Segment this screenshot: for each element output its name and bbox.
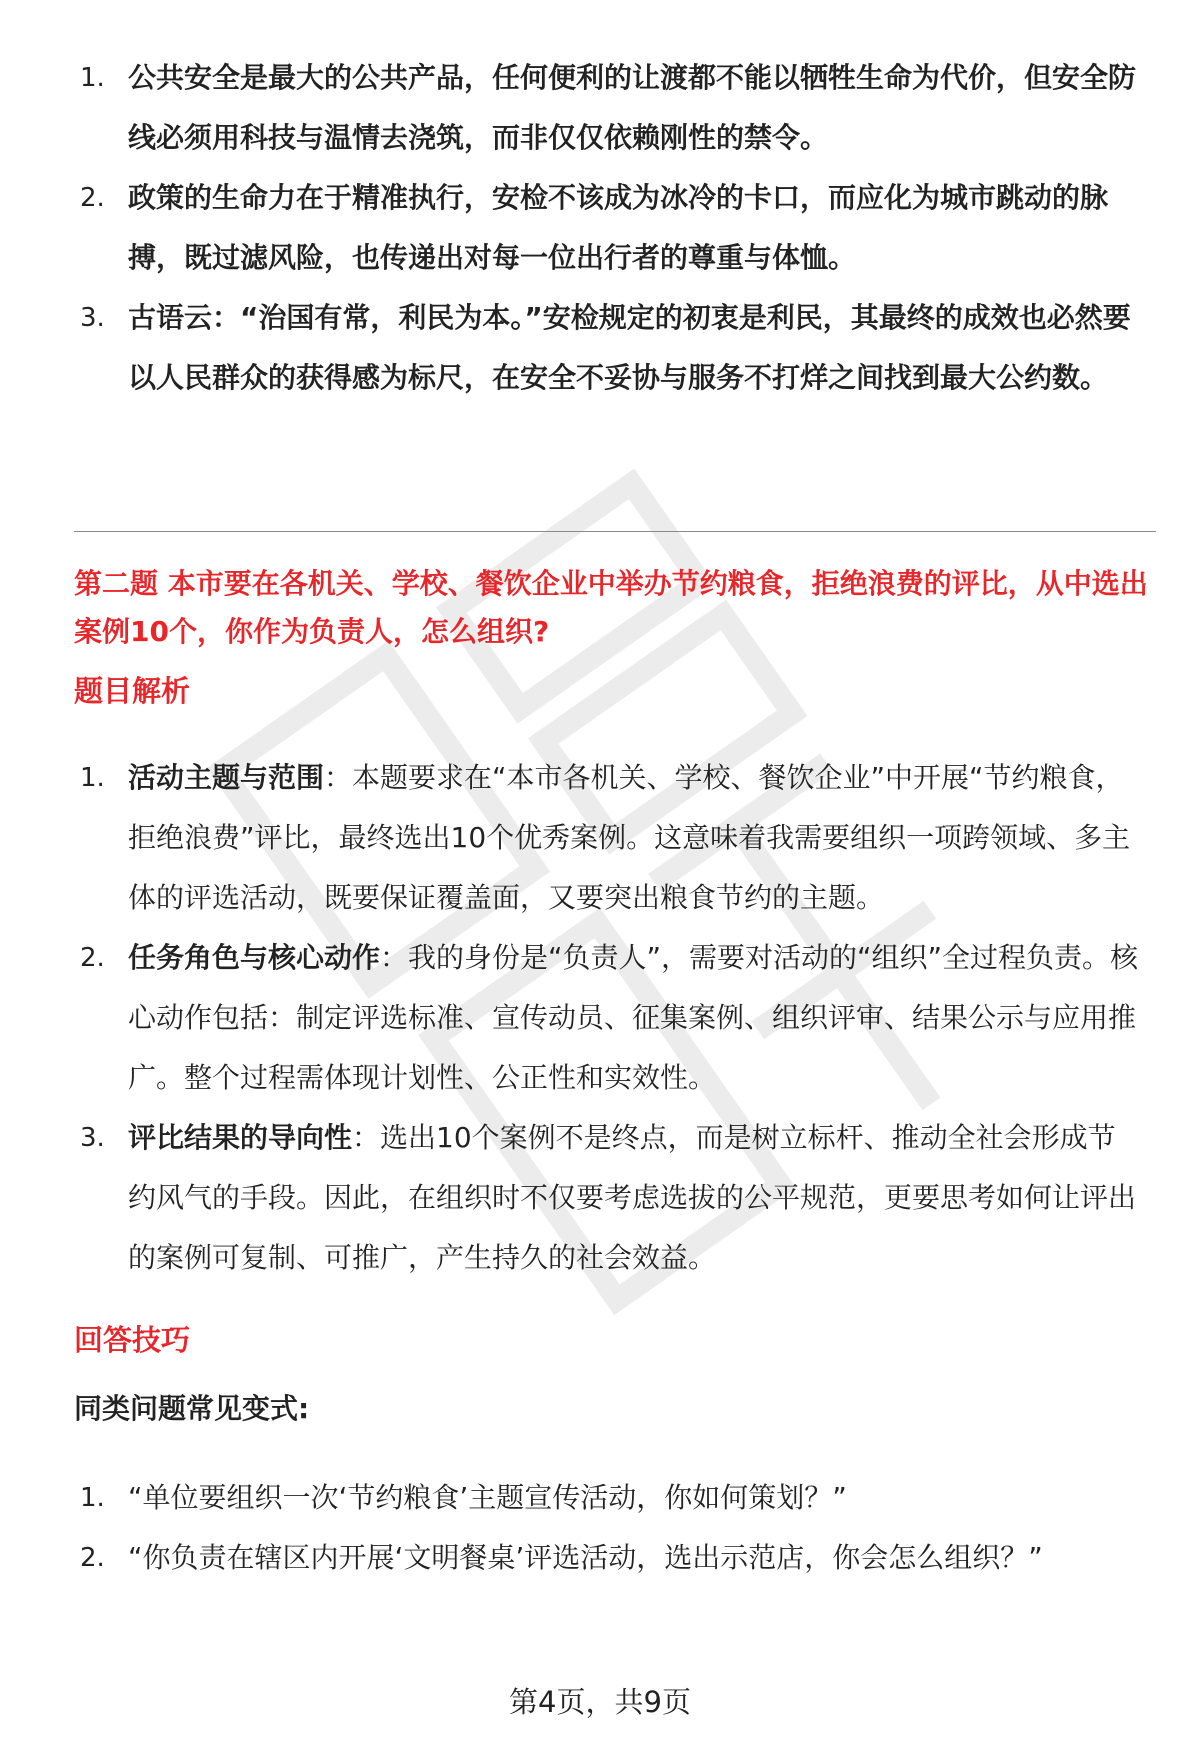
page-footer: 第4页，共9页 <box>509 1685 691 1719</box>
list-term: 任务角色与核心动作 <box>128 941 381 974</box>
list-text: “单位要组织一次‘节约粮食’主题宣传活动，你如何策划？” <box>128 1481 847 1514</box>
list-text: 公共安全是最大的公共产品，任何便利的让渡都不能以牺牲生命为代价，但安全防线必须用科技与温情去浇筑，而非仅仅依赖刚性的禁令。 <box>128 61 1137 154</box>
list-item <box>0 1528 1200 1588</box>
list-number: 2. <box>80 183 105 213</box>
list-term: 活动主题与范围 <box>128 761 325 794</box>
list-number: 1. <box>80 763 105 793</box>
list-body: ：选出10个案例不是终点，而是树立标杆、推动全社会形成节约风气的手段。因此，在组织时不仅要考虑选拔的公平规范，更要思考如何让评出的案例可复制、可推广，产生持久的社会效益。 <box>128 1121 1137 1274</box>
list-item <box>0 1108 1200 1288</box>
list-body: ：我的身份是“负责人”，需要对活动的“组织”全过程负责。核心动作包括：制定评选标准、宣传动员、征集案例、组织评审、结果公示与应用推广。整个过程需体现计划性、公正性和实效性。 <box>128 941 1139 1094</box>
list-body: ：本题要求在“本市各机关、学校、餐饮企业”中开展“节约粮食，拒绝浪费”评比，最终选出10个优秀案例。这意味着我需要组织一项跨领域、多主体的评选活动，既要保证覆盖面，又要突出粮食节约的主题。 <box>128 761 1131 914</box>
variants-heading: 同类问题常见变式: <box>74 1392 310 1425</box>
list-number: 3. <box>80 303 105 333</box>
list-number: 3. <box>80 1123 105 1153</box>
analysis-list <box>0 748 1200 1288</box>
list-item <box>0 168 1200 288</box>
list-item <box>0 288 1200 408</box>
analysis-heading: 题目解析 <box>74 674 191 708</box>
list-item <box>0 748 1200 928</box>
list-text <box>128 748 1140 928</box>
question-title: 第二题 本市要在各机关、学校、餐饮企业中举办节约粮食，拒绝浪费的评比，从中选出案例10个，你作为负责人，怎么组织? <box>74 567 1148 648</box>
list-number: 1. <box>80 63 105 93</box>
list-item <box>0 1468 1200 1528</box>
list-number: 1. <box>80 1483 105 1513</box>
list-item <box>0 48 1200 168</box>
top-conclusion-list <box>0 48 1200 408</box>
list-text: 政策的生命力在于精准执行，安检不该成为冰冷的卡口，而应化为城市跳动的脉搏，既过滤风险，也传递出对每一位出行者的尊重与体恤。 <box>128 181 1109 274</box>
list-number: 2. <box>80 1543 105 1573</box>
list-term: 评比结果的导向性 <box>128 1121 353 1154</box>
section-divider <box>74 531 1156 532</box>
list-number: 2. <box>80 943 105 973</box>
list-text: “你负责在辖区内开展‘文明餐桌’评选活动，选出示范店，你会怎么组织？” <box>128 1541 1043 1574</box>
list-text: 古语云：“治国有常，利民为本。”安检规定的初衷是利民，其最终的成效也必然要以人民群众的获得感为标尺，在安全不妥协与服务不打烊之间找到最大公约数。 <box>128 301 1131 394</box>
tips-heading: 回答技巧 <box>74 1323 191 1357</box>
list-text <box>128 928 1140 1108</box>
variants-list <box>0 1468 1200 1588</box>
list-item <box>0 928 1200 1108</box>
list-text <box>128 1108 1140 1288</box>
